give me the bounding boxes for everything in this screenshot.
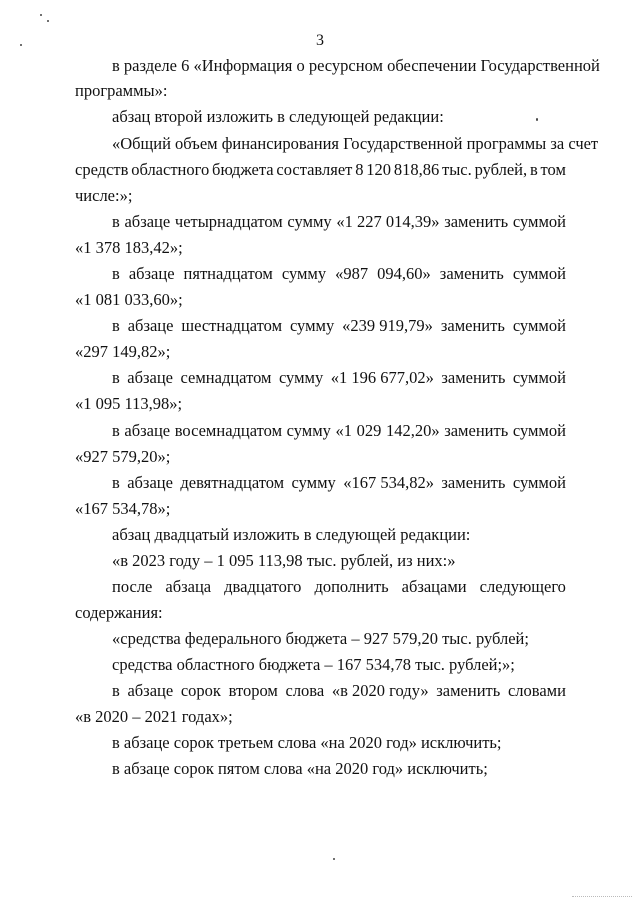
paragraph-line: содержания: [75, 603, 163, 622]
word: заменить [440, 316, 505, 335]
word: в [112, 368, 120, 387]
word: 029 [356, 421, 382, 440]
word: восемнадцатом [174, 421, 283, 440]
word: абзацами [401, 577, 467, 596]
paragraph-line-justified [112, 577, 566, 597]
word: сумму [281, 264, 327, 283]
word: абзаце [124, 212, 171, 231]
word: составляет [276, 160, 353, 179]
word: в [112, 264, 120, 283]
word: абзаце [127, 368, 174, 387]
word: пятнадцатом [183, 264, 273, 283]
paragraph-line: «Общий объем финансирования Государственной программы за счет [112, 134, 599, 153]
paragraph-line: в абзаце сорок пятом слова «на 2020 год» исключить; [112, 759, 488, 778]
word: бюджета [212, 160, 274, 179]
word: слова [285, 681, 325, 700]
word: сумму [289, 316, 335, 335]
word: заменить [444, 421, 509, 440]
paragraph-line-justified [112, 421, 566, 441]
word: семнадцатом [180, 368, 272, 387]
paragraph-line: «927 579,20»; [75, 447, 171, 466]
word: в [112, 421, 120, 440]
paragraph-line-justified [112, 681, 566, 701]
word: сумму [287, 212, 332, 231]
paragraph-line: «1 095 113,98»; [75, 394, 183, 413]
word: абзаце [127, 473, 173, 492]
word: областного [131, 160, 210, 179]
word: «1 227 014,39» [336, 212, 440, 231]
paragraph-line-justified [75, 160, 566, 180]
page-number: 3 [316, 32, 324, 49]
paragraph-line: абзац двадцатый изложить в следующей редакции: [112, 525, 471, 544]
paragraph-line: «в 2023 году – 1 095 113,98 тыс. рублей, из них:» [112, 551, 456, 570]
scan-speck [47, 20, 49, 22]
word: абзаце [128, 264, 175, 283]
word: суммой [512, 368, 566, 387]
word: «в 2020 году» [331, 681, 429, 700]
word: 818,86 [393, 160, 440, 179]
word: четырнадцатом [174, 212, 283, 231]
word: «987 [335, 264, 369, 283]
paragraph-line: средства областного бюджета – 167 534,78 тыс. рублей;»; [112, 655, 515, 674]
word: в [112, 681, 120, 700]
word: суммой [512, 421, 566, 440]
word: словами [507, 681, 566, 700]
word: в [529, 160, 538, 179]
word: заменить [439, 264, 504, 283]
word: «1 196 677,02» [330, 368, 434, 387]
word: абзаца [165, 577, 212, 596]
word: суммой [512, 316, 566, 335]
word: сумму [291, 473, 336, 492]
word: в [112, 212, 120, 231]
scan-speck [40, 14, 42, 16]
word: «167 534,82» [343, 473, 434, 492]
word: суммой [512, 473, 566, 492]
word: суммой [512, 264, 566, 283]
word: «1 [335, 421, 353, 440]
word: заменить [436, 681, 501, 700]
scan-speck [333, 858, 335, 860]
paragraph-line: «в 2020 – 2021 годах»; [75, 707, 233, 726]
word: заменить [444, 212, 509, 231]
word: заменить [441, 368, 506, 387]
word: втором [228, 681, 278, 700]
word: сумму [278, 368, 324, 387]
paragraph-line-justified [112, 368, 566, 388]
scan-artifact [572, 896, 632, 899]
paragraph-line-justified [112, 264, 566, 284]
paragraph-line-justified [112, 316, 566, 336]
paragraph-line: числе:»; [75, 186, 133, 205]
word: рублей, [474, 160, 528, 179]
paragraph-line: «средства федерального бюджета – 927 579,20 тыс. рублей; [112, 629, 529, 648]
paragraph-line: «297 149,82»; [75, 342, 171, 361]
word: сумму [286, 421, 331, 440]
word: том [540, 160, 566, 179]
word: 8 [355, 160, 364, 179]
paragraph-line-justified [112, 473, 566, 493]
word: следующего [479, 577, 566, 596]
paragraph-line: «167 534,78»; [75, 499, 171, 518]
paragraph-line: абзац второй изложить в следующей редакции: [112, 107, 444, 126]
word: 142,20» [385, 421, 440, 440]
word: абзаце [124, 421, 171, 440]
word: двадцатого [224, 577, 302, 596]
word: шестнадцатом [181, 316, 283, 335]
paragraph-line: «1 081 033,60»; [75, 290, 183, 309]
word: тыс. [442, 160, 472, 179]
word: дополнить [314, 577, 389, 596]
paragraph-line: программы»: [75, 81, 168, 100]
paragraph-line-justified [112, 212, 566, 232]
word: суммой [512, 212, 566, 231]
word: заменить [441, 473, 506, 492]
word: «239 919,79» [342, 316, 433, 335]
paragraph-line: в абзаце сорок третьем слова «на 2020 год» исключить; [112, 733, 502, 752]
scan-speck [536, 118, 538, 121]
paragraph-line: «1 378 183,42»; [75, 238, 183, 257]
word: средств [75, 160, 129, 179]
word: после [112, 577, 153, 596]
word: девятнадцатом [180, 473, 285, 492]
word: абзаце [127, 681, 174, 700]
word: 094,60» [377, 264, 431, 283]
word: 120 [366, 160, 391, 179]
word: в [112, 473, 120, 492]
word: абзаце [127, 316, 174, 335]
word: в [112, 316, 120, 335]
paragraph-line: в разделе 6 «Информация о ресурсном обеспечении Государственной [112, 56, 600, 75]
word: сорок [180, 681, 221, 700]
